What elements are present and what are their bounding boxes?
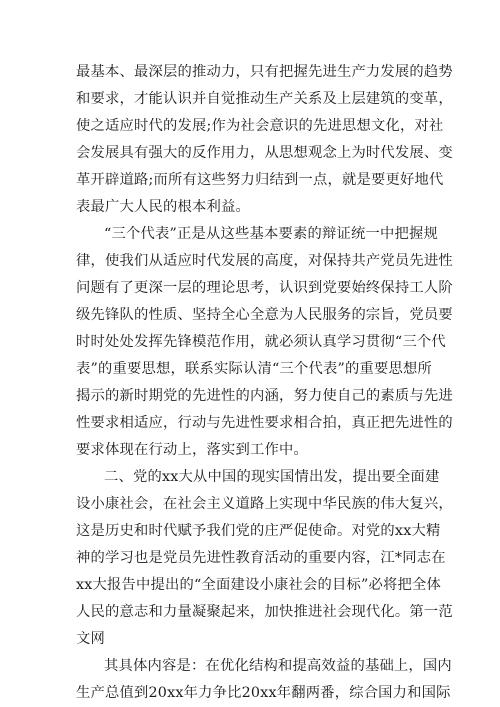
text-line: 级先锋队的性质、坚持全心全意为人民服务的宗旨，党员要	[76, 307, 453, 323]
text-line: 人民的意志和力量凝聚起来，加快推进社会现代化。第一范	[76, 604, 453, 620]
text-line: 问题有了更深一层的理论思考，认识到党要始终保持工人阶	[76, 280, 453, 296]
text-line: “三个代表”正是从这些基本要素的辩证统一中把握规	[104, 226, 438, 242]
text-line: 最基本、最深层的推动力，只有把握先进生产力发展的趋势	[76, 64, 453, 80]
text-line: 时时处处发挥先锋模范作用，就必须认真学习贯彻“三个代	[76, 334, 446, 350]
text-line: 设小康社会，在社会主义道路上实现中华民族的伟大复兴，	[76, 496, 453, 512]
text-line: 这是历史和时代赋予我们党的庄严促使命。对党的xx大精	[76, 523, 441, 539]
text-line: 神的学习也是党员先进性教育活动的重要内容，江*同志在	[76, 550, 446, 566]
text-line: 会发展具有强大的反作用力，从思想观念上为时代发展、变	[76, 145, 453, 161]
text-line: 文网	[76, 631, 105, 647]
text-line: 生产总值到20xx年力争比20xx年翻两番，综合国力和国际	[76, 685, 451, 701]
text-line: 革开辟道路;而所有这些努力归结到一点，就是要更好地代	[76, 172, 444, 188]
text-line: 和要求，才能认识并自觉推动生产关系及上层建筑的变革，	[76, 91, 453, 107]
text-line: 表最广大人民的根本利益。	[76, 199, 250, 215]
text-line: 二、党的xx大从中国的现实国情出发，提出要全面建	[104, 469, 440, 485]
text-line: 表”的重要思想，联系实际认清“三个代表”的重要思想所	[76, 361, 432, 377]
text-line: 性要求相适应，行动与先进性要求相合拍，真正把先进性的	[76, 415, 453, 431]
text-line: 揭示的新时期党的先进性的内涵，努力使自己的素质与先进	[76, 388, 453, 404]
text-line: 使之适应时代的发展;作为社会意识的先进思想文化，对社	[76, 118, 444, 134]
text-line: 要求体现在行动上，落实到工作中。	[76, 442, 308, 458]
text-line: xx大报告中提出的“全面建设小康社会的目标”必将把全体	[76, 577, 441, 593]
text-line: 律，使我们从适应时代发展的高度，对保持共产党员先进性	[76, 253, 453, 269]
text-line: 其具体内容是：在优化结构和提高效益的基础上，国内	[104, 658, 452, 674]
